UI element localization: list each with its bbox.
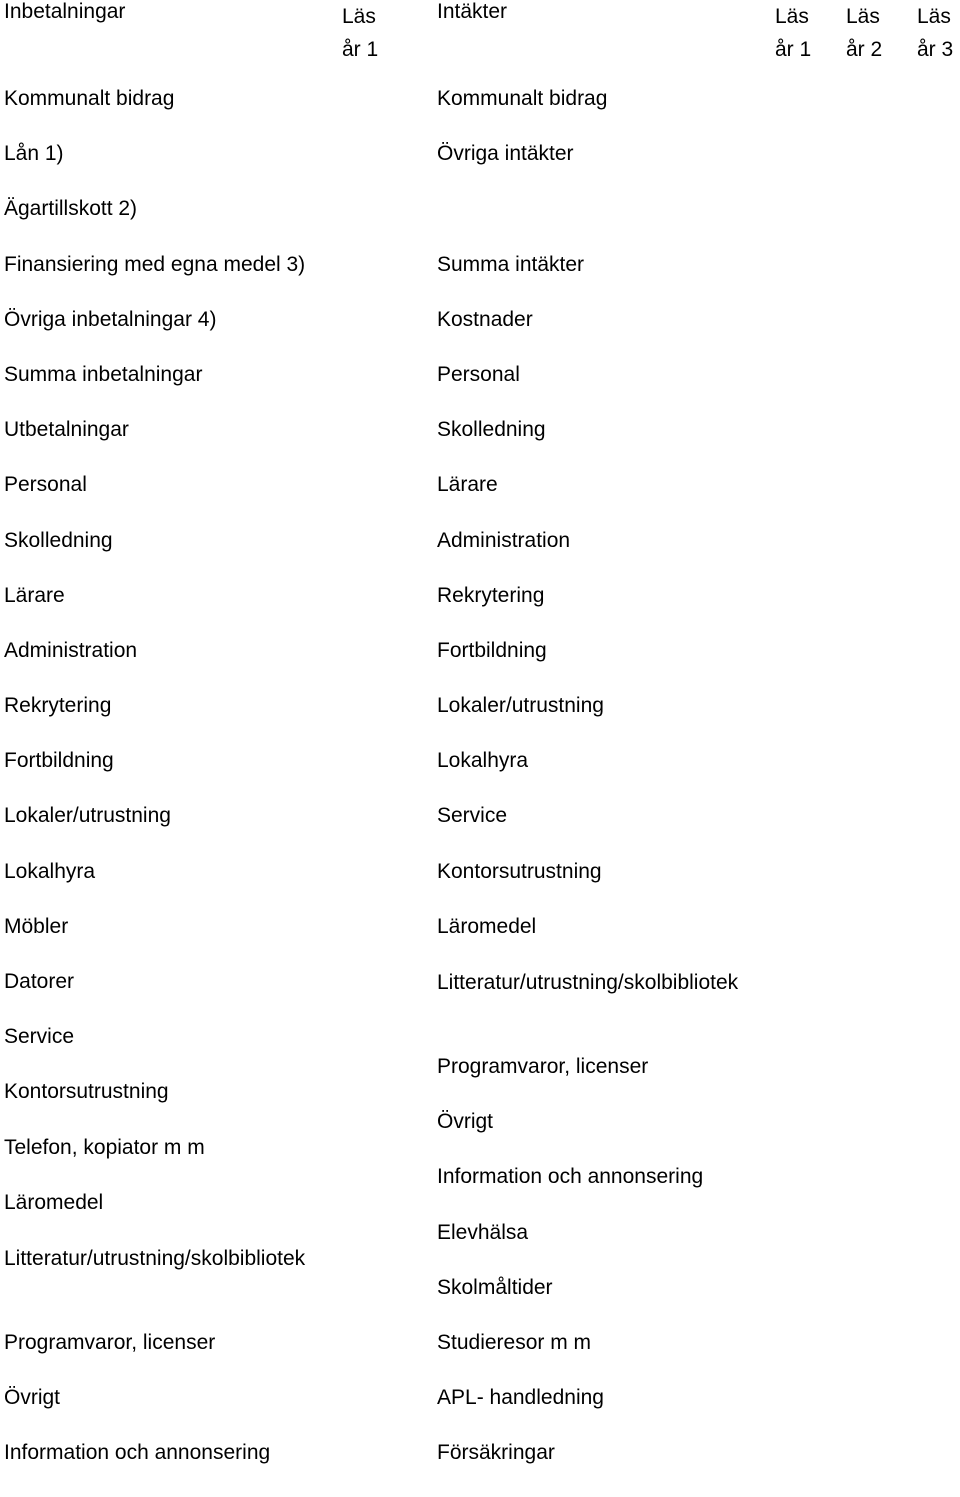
- list-item: Information och annonsering: [4, 1441, 271, 1465]
- list-item: Service: [4, 1025, 75, 1049]
- list-item: Programvaror, licenser: [4, 1330, 216, 1354]
- list-item: Personal: [4, 473, 87, 497]
- list-item: Lokaler/utrustning: [4, 804, 171, 828]
- list-item: Utbetalningar: [4, 418, 129, 442]
- list-item: Skolledning: [437, 418, 546, 442]
- list-item: Telefon, kopiator m m: [4, 1135, 205, 1159]
- list-item: Studieresor m m: [437, 1330, 592, 1354]
- list-item: Rekrytering: [4, 694, 112, 718]
- payments-year-1-header: Läsår 1: [342, 5, 379, 61]
- income-year-2-header: Läsår 2: [846, 5, 883, 61]
- income-header-title: Intäkter: [437, 0, 508, 23]
- list-item: Kostnader: [437, 307, 533, 331]
- list-item: Summa inbetalningar: [4, 362, 203, 386]
- list-item: APL- handledning: [437, 1386, 604, 1410]
- list-item: Kontorsutrustning: [4, 1080, 169, 1104]
- list-item: Kommunalt bidrag: [4, 87, 175, 110]
- empty-row: [437, 197, 755, 252]
- list-item: Övriga inbetalningar 4): [4, 307, 217, 331]
- payments-header-title: Inbetalningar: [4, 0, 126, 23]
- list-item: Fortbildning: [4, 749, 114, 773]
- list-item: Övriga intäkter: [437, 142, 574, 166]
- list-item: Kommunalt bidrag: [437, 87, 608, 110]
- list-item: Programvaror, licenser: [437, 1055, 649, 1078]
- list-item: Möbler: [4, 914, 69, 938]
- list-item: Kontorsutrustning: [437, 859, 602, 883]
- list-item: Datorer: [4, 970, 75, 993]
- list-item: Fortbildning: [437, 638, 547, 662]
- income-list: [437, 87, 755, 1497]
- list-item: Litteratur/utrustning/skolbibliotek: [4, 1246, 306, 1270]
- list-item: Lokaler/utrustning: [437, 694, 604, 718]
- list-item: Skolmåltider: [437, 1275, 553, 1299]
- list-item: Lån 1): [4, 142, 64, 166]
- list-item: Rekrytering: [437, 583, 545, 607]
- list-item: Summa intäkter: [437, 252, 585, 276]
- list-item: Service: [437, 804, 508, 828]
- list-item: Lärare: [4, 583, 65, 607]
- list-item: Läromedel: [437, 914, 537, 938]
- list-item: Personal: [437, 362, 520, 386]
- income-year-1-header: Läsår 1: [775, 5, 812, 61]
- list-item: Försäkringar: [437, 1441, 555, 1465]
- list-item: Ägartillskott 2): [4, 197, 138, 221]
- list-item: Läromedel: [4, 1190, 104, 1214]
- list-item: Övrigt: [437, 1110, 494, 1134]
- payments-list: [4, 87, 322, 1497]
- list-item: Lokalhyra: [437, 749, 529, 773]
- list-item: Övrigt: [4, 1386, 61, 1410]
- list-item: Administration: [4, 638, 138, 662]
- list-item: Finansiering med egna medel 3): [4, 252, 306, 276]
- income-year-3-header: Läsår 3: [917, 5, 954, 61]
- list-item: Administration: [437, 528, 571, 552]
- list-item: Lokalhyra: [4, 859, 96, 883]
- list-item: Lärare: [437, 473, 498, 497]
- list-item: Skolledning: [4, 528, 113, 552]
- list-item: Information och annonsering: [437, 1165, 704, 1189]
- list-item: Litteratur/utrustning/skolbibliotek: [437, 971, 739, 994]
- list-item: Elevhälsa: [437, 1220, 529, 1244]
